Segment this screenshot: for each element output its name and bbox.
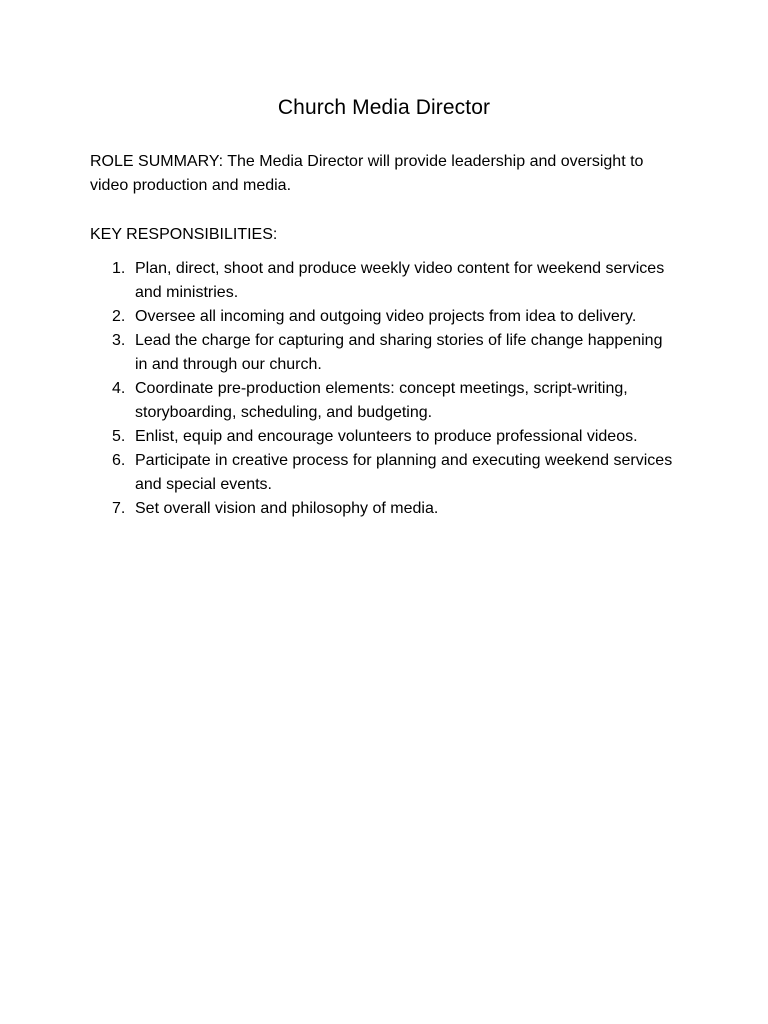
responsibility-number: 5. bbox=[112, 428, 126, 445]
key-responsibilities-heading: KEY RESPONSIBILITIES: bbox=[90, 226, 278, 243]
responsibility-text: and ministries. bbox=[135, 284, 239, 301]
responsibility-text: Lead the charge for capturing and sharing stories of life change happening bbox=[135, 332, 663, 349]
role-summary-line: video production and media. bbox=[90, 177, 292, 194]
key-responsibilities-list bbox=[90, 257, 710, 521]
responsibility-number: 4. bbox=[112, 380, 126, 397]
responsibility-number: 7. bbox=[112, 500, 126, 517]
responsibility-item bbox=[90, 497, 710, 521]
document-title: Church Media Director bbox=[277, 96, 491, 119]
responsibility-item bbox=[90, 305, 710, 329]
responsibility-text: Plan, direct, shoot and produce weekly video content for weekend services bbox=[135, 260, 665, 277]
responsibility-text: storyboarding, scheduling, and budgeting. bbox=[135, 404, 433, 421]
responsibility-text: Oversee all incoming and outgoing video projects from idea to delivery. bbox=[135, 308, 637, 325]
responsibility-text: Enlist, equip and encourage volunteers to produce professional videos. bbox=[135, 428, 638, 445]
responsibility-item bbox=[90, 425, 710, 449]
responsibility-item bbox=[90, 377, 710, 425]
role-summary-line: ROLE SUMMARY: The Media Director will provide leadership and oversight to bbox=[90, 153, 644, 170]
responsibility-number: 2. bbox=[112, 308, 126, 325]
responsibility-text: in and through our church. bbox=[135, 356, 322, 373]
role-summary bbox=[90, 150, 690, 198]
responsibility-number: 1. bbox=[112, 260, 126, 277]
responsibility-text: Participate in creative process for planning and executing weekend services bbox=[135, 452, 673, 469]
responsibility-text: Coordinate pre-production elements: concept meetings, script-writing, bbox=[135, 380, 628, 397]
responsibility-item bbox=[90, 329, 710, 377]
responsibility-text: and special events. bbox=[135, 476, 272, 493]
responsibility-text: Set overall vision and philosophy of media. bbox=[135, 500, 439, 517]
responsibility-number: 6. bbox=[112, 452, 126, 469]
responsibility-item bbox=[90, 449, 710, 497]
responsibility-number: 3. bbox=[112, 332, 126, 349]
responsibility-item bbox=[90, 257, 710, 305]
